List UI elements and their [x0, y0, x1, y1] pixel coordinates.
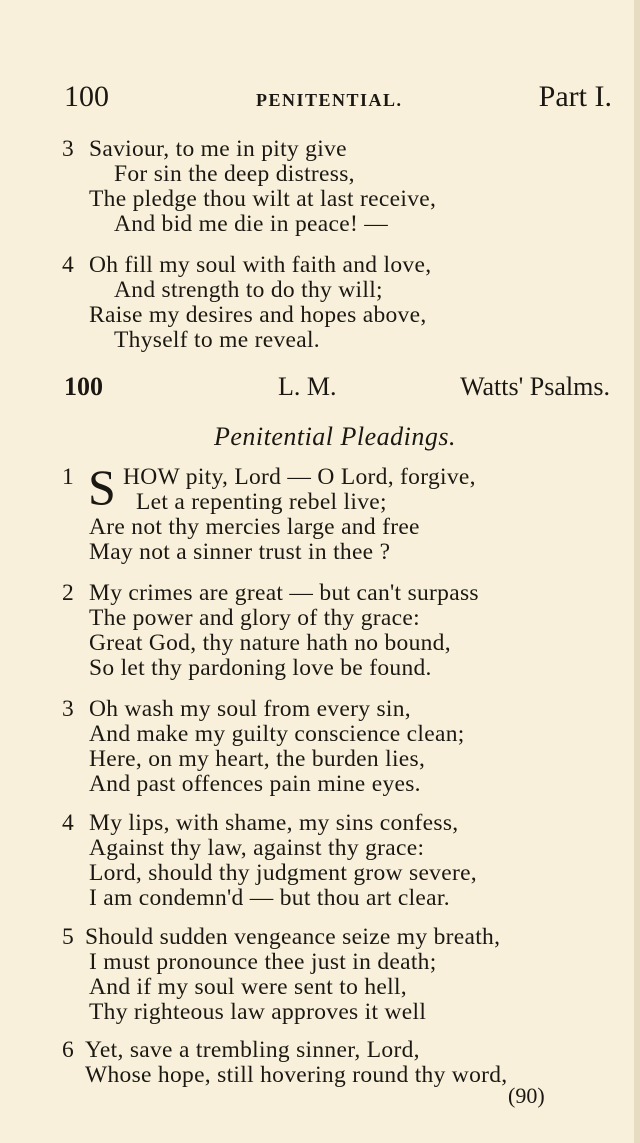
verse-line: May not a sinner trust in thee ?: [89, 539, 391, 565]
hymn-number: 100: [64, 372, 103, 401]
verse-line: Should sudden vengeance seize my breath,: [85, 924, 501, 950]
page-footer-label: (90): [508, 1083, 545, 1108]
verse-number: 5: [62, 924, 74, 950]
verse-line: Are not thy mercies large and free: [89, 514, 420, 540]
section-title: PENITENTIAL.: [256, 90, 403, 110]
part-label: Part I.: [538, 80, 612, 113]
verse-line: Thyself to me reveal.: [114, 327, 320, 353]
verse-number: 4: [62, 810, 74, 836]
verse-number: 4: [62, 252, 74, 278]
verse-number: 6: [62, 1037, 74, 1063]
verse-line: My crimes are great — but can't surpass: [89, 580, 479, 606]
verse-line: My lips, with shame, my sins confess,: [89, 810, 459, 836]
verse-line: Lord, should thy judgment grow severe,: [89, 860, 477, 886]
verse-line: And if my soul were sent to hell,: [89, 974, 407, 1000]
verse-line: HOW pity, Lord — O Lord, forgive,: [123, 464, 476, 490]
verse-line: The power and glory of thy grace:: [89, 605, 420, 631]
page-edge: [634, 0, 640, 1143]
hymn-title-row: [0, 422, 640, 452]
verse-line: Saviour, to me in pity give: [89, 136, 347, 162]
verse-line: Yet, save a trembling sinner, Lord,: [85, 1037, 420, 1063]
page-header: [64, 80, 612, 120]
verse-line: Against thy law, against thy grace:: [89, 835, 425, 861]
verse-line: And bid me die in peace! —: [114, 211, 389, 237]
verse-line: I am condemn'd — but thou art clear.: [89, 885, 450, 911]
verse-line: And make my guilty conscience clean;: [89, 721, 465, 747]
hymn-title: Penitential Pleadings.: [213, 422, 457, 451]
verse-line: Oh fill my soul with faith and love,: [89, 252, 432, 278]
verse-line: Thy righteous law approves it well: [89, 999, 427, 1025]
verse-number: 2: [62, 580, 74, 606]
verse-line: And past offences pain mine eyes.: [89, 771, 421, 797]
verse-line: For sin the deep distress,: [114, 161, 355, 187]
verse-line: I must pronounce thee just in death;: [89, 949, 437, 975]
verse-line: The pledge thou wilt at last receive,: [89, 186, 437, 212]
verse-line: Let a repenting rebel live;: [136, 489, 387, 515]
verse-line: Here, on my heart, the burden lies,: [89, 746, 426, 772]
drop-cap: S: [88, 459, 116, 515]
verse-line: Whose hope, still hovering round thy word,: [85, 1062, 508, 1088]
hymn-header: [64, 372, 610, 408]
verse-number: 3: [62, 696, 74, 722]
verse-line: Great God, thy nature hath no bound,: [89, 630, 451, 656]
page-number: 100: [64, 80, 109, 113]
verse-number: 3: [62, 136, 74, 162]
verse-line: And strength to do thy will;: [114, 277, 383, 303]
hymn-meter: L. M.: [278, 372, 337, 401]
verse-line: So let thy pardoning love be found.: [89, 655, 432, 681]
verse-number: 1: [62, 464, 74, 490]
hymn-source: Watts' Psalms.: [460, 372, 610, 401]
verse-line: Raise my desires and hopes above,: [89, 302, 427, 328]
verse-line: Oh wash my soul from every sin,: [89, 696, 411, 722]
